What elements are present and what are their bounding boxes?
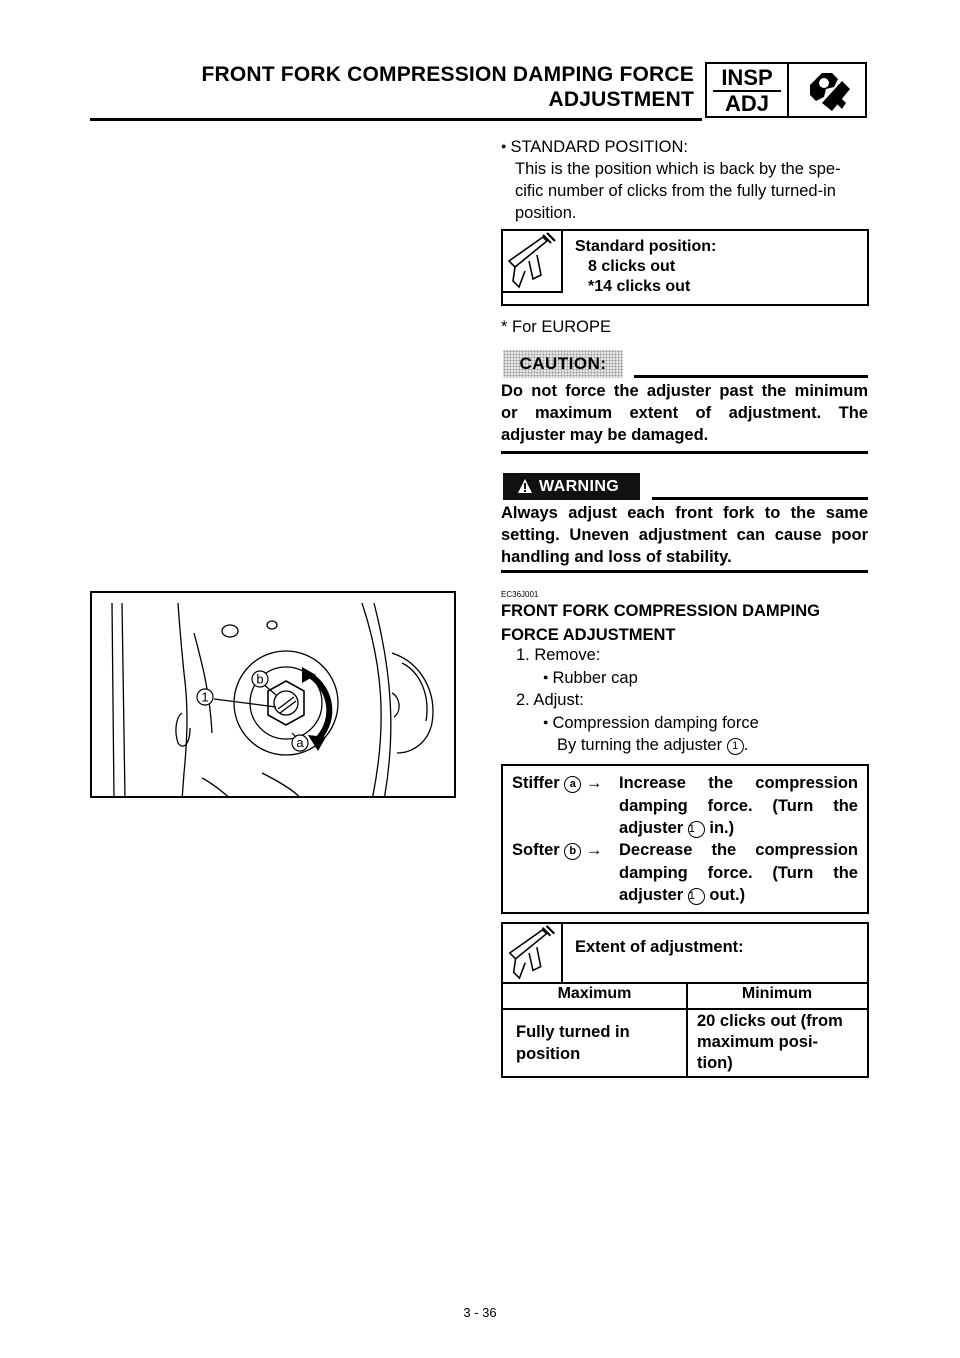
warning-rule-bottom bbox=[501, 570, 868, 573]
stiffer-line1: Increase the compression bbox=[619, 774, 858, 792]
section-steps: 1. Remove: ● Rubber cap 2. Adjust: ● Compression damping force By turning the adjuster 1 . bbox=[501, 644, 868, 756]
maximum-value-line1: Fully turned in bbox=[516, 1023, 630, 1041]
standard-position-spec-box bbox=[501, 229, 869, 306]
stiffer-line3-post: in.) bbox=[709, 819, 735, 837]
extent-table bbox=[501, 922, 869, 1078]
step-2-item: ● Compression damping force bbox=[501, 711, 868, 734]
step-1-item: ● Rubber cap bbox=[501, 666, 868, 689]
ref-1: 1 bbox=[688, 888, 705, 905]
caution-line2: or maximum extent of adjustment. The bbox=[501, 404, 868, 422]
col-maximum: Maximum bbox=[557, 985, 632, 1002]
warning-line2: setting. Uneven adjustment can cause poor bbox=[501, 526, 868, 544]
standard-position-line2: cific number of clicks from the fully turned-in bbox=[515, 182, 836, 200]
softer-line1: Decrease the compression bbox=[619, 841, 858, 859]
figure-callout-a-text: a bbox=[296, 735, 304, 750]
caution-line3: adjuster may be damaged. bbox=[501, 426, 709, 444]
ref-1: 1 bbox=[727, 738, 744, 755]
caliper-icon bbox=[503, 231, 561, 291]
step-1: 1. Remove: bbox=[516, 646, 601, 664]
ref-1: 1 bbox=[688, 821, 705, 838]
stiffer-label: Stiffer bbox=[512, 774, 560, 792]
stiffer-row bbox=[512, 772, 858, 839]
badge-insp: INSP bbox=[713, 66, 781, 92]
maximum-value-line2: position bbox=[516, 1045, 581, 1063]
warning-label: WARNING bbox=[539, 478, 620, 495]
figure-callout-b-text: b bbox=[256, 671, 264, 687]
page-title-line2: ADJUSTMENT bbox=[548, 88, 694, 111]
standard-position-text bbox=[501, 135, 868, 224]
caution-rule-top bbox=[634, 375, 868, 378]
caliper-icon bbox=[503, 924, 561, 982]
spec-label: Standard position: bbox=[575, 238, 717, 255]
caution-text bbox=[501, 380, 868, 446]
warning-rule-top bbox=[652, 497, 868, 500]
standard-position-heading: ● STANDARD POSITION: bbox=[501, 135, 868, 158]
header-rule bbox=[90, 118, 702, 121]
softer-label: Softer bbox=[512, 841, 560, 859]
section-title bbox=[501, 599, 868, 647]
figure-callout-1-text: 1 bbox=[201, 689, 209, 705]
step-2-detail: By turning the adjuster bbox=[557, 736, 723, 754]
badge-adj: ADJ bbox=[724, 91, 769, 116]
col-minimum: Minimum bbox=[741, 985, 813, 1002]
warning-text bbox=[501, 502, 868, 568]
stiffer-line2: damping force. (Turn the bbox=[619, 796, 858, 815]
spec-value2: *14 clicks out bbox=[588, 278, 691, 295]
direction-table bbox=[501, 764, 869, 914]
spec-value1: 8 clicks out bbox=[588, 258, 676, 275]
section-title-line2: FORCE ADJUSTMENT bbox=[501, 626, 676, 644]
minimum-value-line1: 20 clicks out (from bbox=[697, 1012, 843, 1030]
warning-line1: Always adjust each front fork to the same bbox=[501, 504, 868, 522]
section-code: EC36J001 bbox=[501, 590, 539, 599]
fork-adjuster-illustration bbox=[92, 593, 456, 798]
footnote: * For EUROPE bbox=[501, 318, 612, 336]
caution-badge bbox=[503, 350, 623, 378]
page-title-line1: FRONT FORK COMPRESSION DAMPING FORCE bbox=[201, 63, 694, 86]
step-2: 2. Adjust: bbox=[516, 691, 584, 709]
minimum-value-line3: tion) bbox=[697, 1054, 733, 1072]
arrow-icon: → bbox=[585, 841, 603, 859]
adjuster-figure bbox=[90, 591, 456, 798]
section-title-line1: FRONT FORK COMPRESSION DAMPING bbox=[501, 602, 821, 620]
warning-line3: handling and loss of stability. bbox=[501, 548, 732, 566]
softer-line3-pre: adjuster bbox=[619, 886, 684, 904]
softer-line3-post: out.) bbox=[709, 886, 746, 904]
standard-position-line1: This is the position which is back by the spe- bbox=[515, 160, 841, 178]
ref-a: a bbox=[564, 776, 581, 793]
insp-adj-badge bbox=[705, 62, 867, 118]
caution-label: CAUTION: bbox=[519, 354, 607, 373]
page-number: 3 - 36 bbox=[463, 1305, 497, 1320]
softer-row bbox=[512, 839, 858, 906]
arrow-icon: → bbox=[585, 774, 603, 792]
ref-b: b bbox=[564, 843, 581, 860]
standard-position-line3: position. bbox=[515, 204, 577, 222]
minimum-value bbox=[697, 1011, 843, 1074]
softer-line2: damping force. (Turn the bbox=[619, 863, 858, 882]
wrench-screwdriver-icon bbox=[791, 66, 865, 116]
warning-badge bbox=[503, 473, 640, 500]
caution-line1: Do not force the adjuster past the minimum bbox=[501, 382, 868, 400]
extent-title: Extent of adjustment: bbox=[575, 938, 744, 956]
stiffer-line3-pre: adjuster bbox=[619, 819, 684, 837]
maximum-value bbox=[516, 1021, 630, 1065]
warning-triangle-icon bbox=[517, 478, 533, 494]
caution-rule-bottom bbox=[501, 451, 868, 454]
minimum-value-line2: maximum posi- bbox=[697, 1033, 819, 1051]
page-title bbox=[201, 62, 694, 112]
